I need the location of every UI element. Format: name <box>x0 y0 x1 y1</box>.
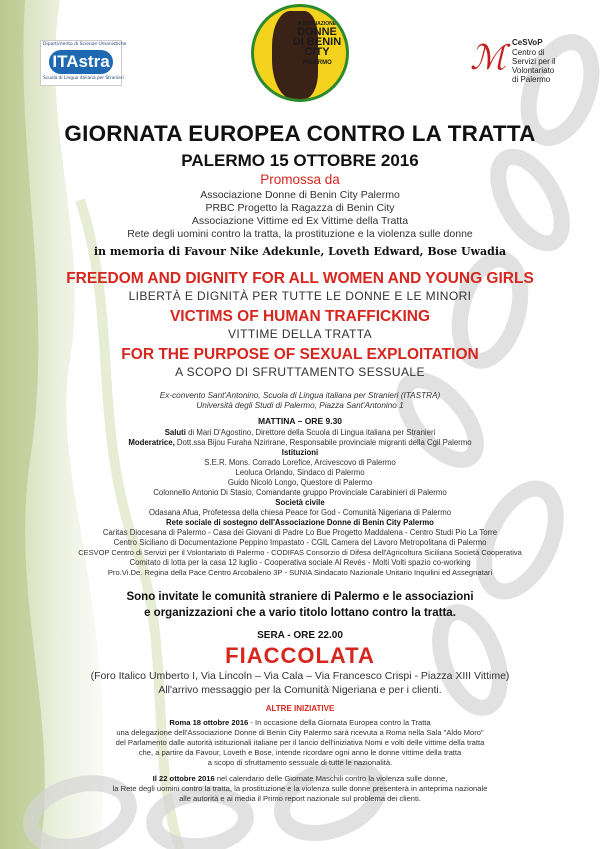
slogan-en: FOR THE PURPOSE OF SEXUAL EXPLOITATION <box>121 346 479 363</box>
morning-heading: MATTINA – ORE 9.30 <box>257 416 343 426</box>
slogan-it: A SCOPO DI SFRUTTAMENTO SESSUALE <box>175 365 425 379</box>
promoter-line: Associazione Vittime ed Ex Vittime della Tratta <box>191 215 409 227</box>
institution-speaker: Leoluca Orlando, Sindaco di Palermo <box>235 468 365 477</box>
october22-initiative-line: la Rete degli uomini contro la tratta, la prostituzione e la violenza sulle donne presenterà in anteprima nazionale <box>112 784 488 793</box>
cesvop-description: Centro di Servizi per il Volontariato di Palermo <box>512 48 556 84</box>
cesvop-name: CeSVoP <box>512 38 543 47</box>
itastra-logo <box>40 40 127 86</box>
invitation-line: e organizzazioni che a vario titolo lottano contro la tratta. <box>144 607 456 619</box>
other-initiatives-heading: ALTRE INIZIATIVE <box>265 704 335 713</box>
institution-speaker: Colonnello Antonio Di Stasio, Comandante gruppo Provinciale Carabinieri di Palermo <box>153 488 447 497</box>
event-date: PALERMO 15 OTTOBRE 2016 <box>181 151 419 170</box>
rome-initiative-line: che, a partire da Favour, Loveth e Bose, intende ricordare ogni anno le donne vittime della tratta <box>138 748 462 757</box>
torchlight-procession-title: FIACCOLATA <box>225 643 375 668</box>
in-memory-line: in memoria di Favour Nike Adekunle, Loveth Edward, Bose Uwadia <box>93 245 507 258</box>
greetings-line: Saluti di Mari D'Agostino, Direttore della Scuola di Lingua italiana per Stranieri <box>164 428 436 437</box>
page-title: GIORNATA EUROPEA CONTRO LA TRATTA <box>64 121 536 146</box>
promoter-line: PRBC Progetto la Ragazza di Benin City <box>205 202 395 214</box>
promoter-line: Associazione Donne di Benin City Palermo <box>200 189 400 201</box>
support-network-heading: Rete sociale di sostegno dell'Associazione Donne di Benin City Palermo <box>166 518 434 527</box>
support-network-line: Caritas Diocesana di Palermo - Casa dei Giovani di Padre Lo Bue Progetto Maddalena - Centro Studi Pio La Torre <box>102 528 498 537</box>
slogan-en: VICTIMS OF HUMAN TRAFFICKING <box>169 308 431 325</box>
venue-line: Università degli Studi di Palermo, Piazza Sant'Antonino 1 <box>196 401 404 410</box>
itastra-wordmark: ITAstra <box>49 50 113 74</box>
benin-logo-line2: DONNE DI BENIN CITY <box>292 26 342 58</box>
rome-initiative-line: a scopo di sfruttamento sessuale di tutte le nazionalità. <box>207 758 393 767</box>
cesvop-logo <box>470 38 590 98</box>
promoted-by-label: Promossa da <box>260 172 340 187</box>
procession-route: (Foro Italico Umberto I, Via Lincoln – Via Cala – Via Francesco Crispi - Piazza XIII Vittime) <box>90 670 510 682</box>
october22-initiative-line: alle autorità e ai media il Primo report nazionale sul problema dei clienti. <box>179 794 421 803</box>
support-network-line: CESVOP Centro di Servizi per il Volontariato di Palermo - CODIFAS Consorzio di Difesa dell'Agricoltura Siciliana Società Cooperativa <box>78 548 522 557</box>
itastra-school: Scuola di Lingua italiana per Stranieri <box>43 76 124 81</box>
rome-initiative-line: del Parlamento dalle autorità istituzionali italiane per il lancio dell'iniziativa Nomi e volti delle vittime della tratta <box>115 738 485 747</box>
slogan-it: VITTIME DELLA TRATTA <box>227 327 373 341</box>
procession-note: All'arrivo messaggio per la Comunità Nigeriana e per i clienti. <box>158 684 442 696</box>
institution-speaker: S.E.R. Mons. Corrado Lorefice, Arcivescovo di Palermo <box>204 458 396 467</box>
moderator-line: Moderatrice, Dott.ssa Bijou Furaha Nzirirane, Responsabile provinciale migranti della Cgil Palermo <box>128 438 472 447</box>
rome-initiative-line: una delegazione dell'Associazione Donne di Benin City Palermo sarà ricevuta a Roma nella Sala "Aldo Moro" <box>116 728 484 737</box>
invitation-line: Sono invitate le comunità straniere di Palermo e le associazioni <box>126 591 474 603</box>
october22-initiative-line: Il 22 ottobre 2016 nel calendario delle Giornate Maschili contro la violenza sulle donne, <box>152 774 448 783</box>
slogan-it: LIBERTÀ E DIGNITÀ PER TUTTE LE DONNE E LE MINORI <box>128 289 472 303</box>
institution-speaker: Guido Nicolò Longo, Questore di Palermo <box>227 478 373 487</box>
donne-benin-city-logo <box>251 4 349 102</box>
slogan-en: FREEDOM AND DIGNITY FOR ALL WOMEN AND YOUNG GIRLS <box>66 270 534 287</box>
support-network-line: Pro.Vi.De. Regina della Pace Centro Arcobaleno 3P - SUNIA Sindacato Nazionale Unitario Inquilini ed Assegnatari <box>107 568 493 577</box>
benin-logo-line1: ASSOCIAZIONE <box>297 21 337 27</box>
support-network-line: Comitato di lotta per la casa 12 luglio - Cooperativa sociale Al Revés - Molti Volti spazio co-working <box>129 558 471 567</box>
civil-society-heading: Società civile <box>275 498 325 507</box>
institutions-heading: Istituzioni <box>281 448 319 457</box>
itastra-department: Dipartimento di Scienze Umanistiche <box>43 42 127 47</box>
benin-logo-line3: PALERMO <box>302 60 332 66</box>
support-network-line: Centro Siciliano di Documentazione Peppino Impastato - CGIL Camera del Lavoro Metropolitana di Palermo <box>113 538 487 547</box>
promoter-line: Rete degli uomini contro la tratta, la prostituzione e la violenza sulle donne <box>127 228 473 240</box>
venue-line: Ex-convento Sant'Antonino, Scuola di Lingua italiana per Stranieri (ITASTRA) <box>159 391 441 400</box>
civil-society-speaker: Odasana Afua, Profetessa della chiesa Peace for God - Comunità Nigeriana di Palermo <box>148 508 452 517</box>
evening-heading: SERA - ORE 22.00 <box>257 630 343 641</box>
rome-initiative-line: Roma 18 ottobre 2016 - In occasione della Giornata Europea contro la Tratta <box>169 718 431 727</box>
cesvop-mark-icon: ℳ <box>470 38 507 78</box>
